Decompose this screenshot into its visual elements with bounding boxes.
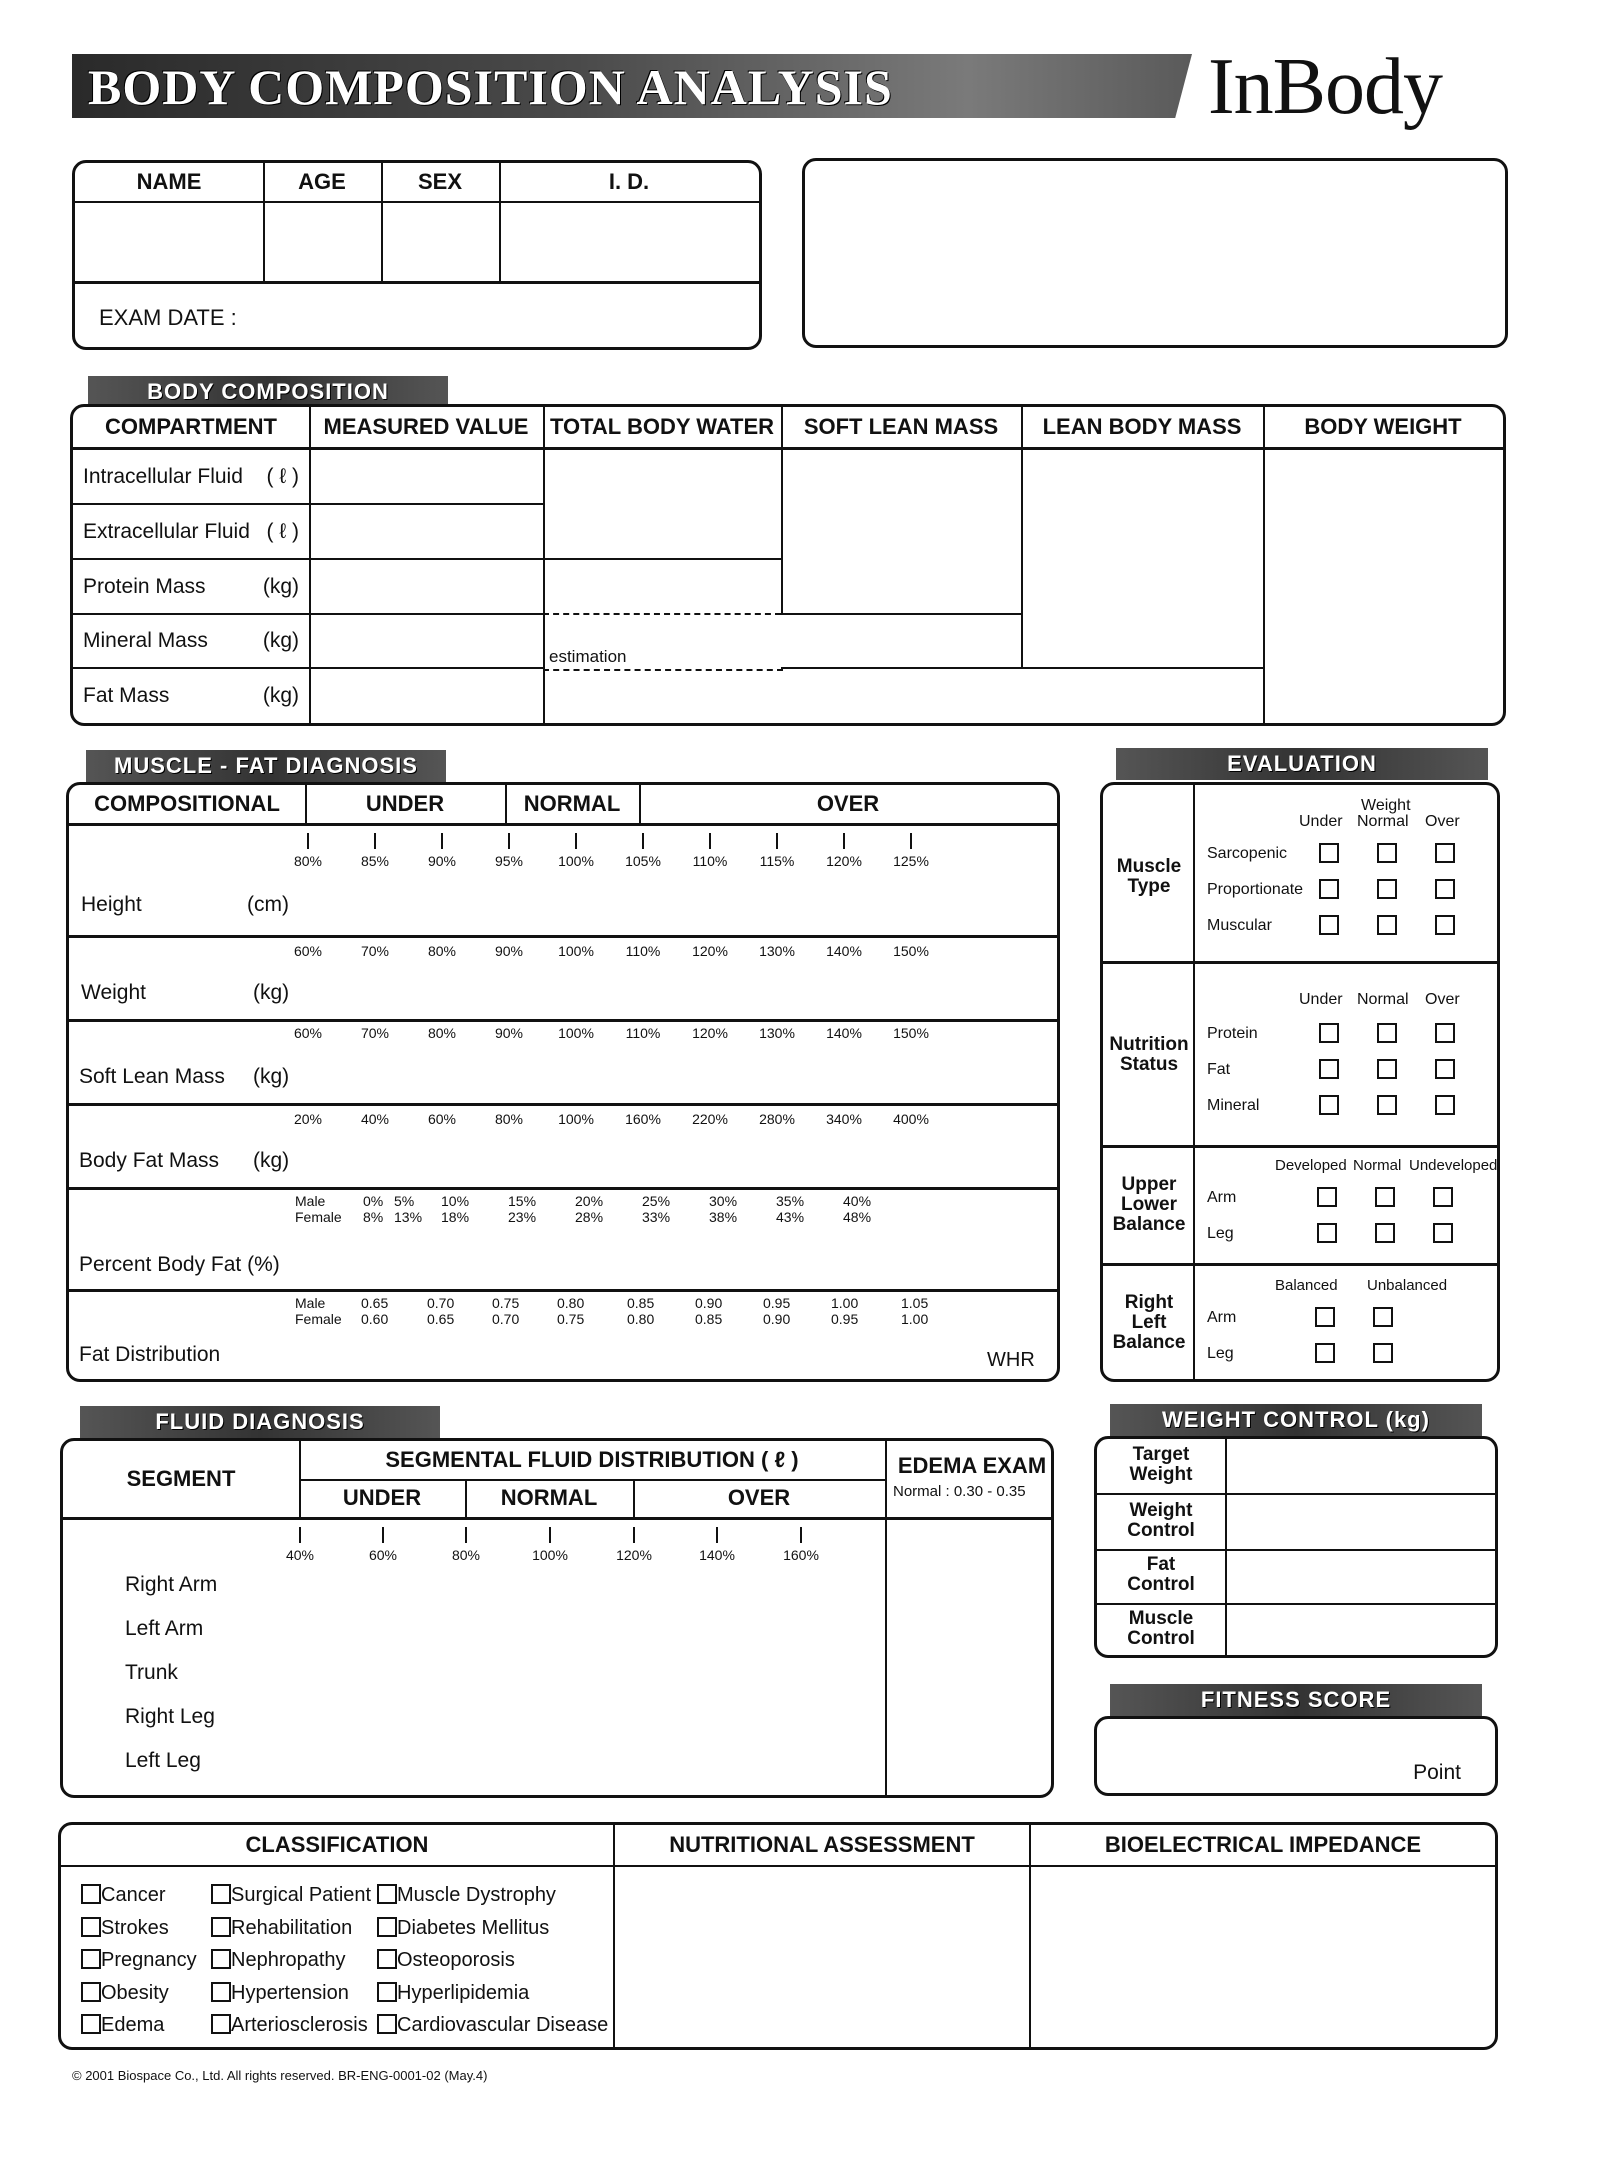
height-scale: 80% 85% 90% 95% 100% 105% 110% 115% 120% 125% xyxy=(293,853,929,869)
row-extracellular-fluid: Extracellular Fluid ( ℓ ) xyxy=(83,519,299,543)
weight-scale: 60% 70% 80% 90% 100% 110% 120% 130% 140% 150% xyxy=(293,943,929,959)
sarcopenic-over-checkbox[interactable] xyxy=(1435,843,1455,863)
distribution-header: SEGMENTAL FLUID DISTRIBUTION ( ℓ ) xyxy=(385,1447,799,1472)
muscle-type-label: Muscle Type xyxy=(1116,856,1182,897)
checkbox-icon[interactable] xyxy=(81,1917,101,1937)
sarcopenic-under-checkbox[interactable] xyxy=(1319,843,1339,863)
range-over: OVER xyxy=(727,1485,791,1510)
osteoporosis-option[interactable]: Osteoporosis xyxy=(377,1944,608,1977)
col-normal: NORMAL xyxy=(523,791,621,816)
rl-arm-unbalanced-checkbox[interactable] xyxy=(1373,1307,1393,1327)
checkbox-icon[interactable] xyxy=(81,2014,101,2034)
weight-control-field[interactable] xyxy=(1229,1497,1491,1547)
upper-lower-balance-label: Upper Lower Balance xyxy=(1112,1174,1186,1235)
pbf-scale: Male Female 0% 5% 10% 15% 20% 25% 30% 35% 40% 8% 13% 18% 23% 28% 33% 38% 43% 48% xyxy=(295,1193,872,1225)
mineral-over-checkbox[interactable] xyxy=(1435,1095,1455,1115)
fat-normal-checkbox[interactable] xyxy=(1377,1059,1397,1079)
arteriosclerosis-option[interactable]: Arteriosclerosis xyxy=(211,2009,371,2042)
nutrition-status-label: Nutrition Status xyxy=(1109,1034,1189,1075)
segment-right-arm: Right Arm xyxy=(125,1573,218,1596)
proportionate-under-checkbox[interactable] xyxy=(1319,879,1339,899)
weight-control-table xyxy=(1094,1436,1498,1658)
obesity-option[interactable]: Obesity xyxy=(81,1977,197,2010)
muscular-normal-checkbox[interactable] xyxy=(1377,915,1397,935)
brand-logo: InBody xyxy=(1208,43,1442,131)
id-header: I. D. xyxy=(608,169,650,194)
checkbox-icon[interactable] xyxy=(211,1982,231,2002)
upper-arm-developed-checkbox[interactable] xyxy=(1317,1187,1337,1207)
classification-header: CLASSIFICATION xyxy=(245,1832,429,1857)
mineral-normal-checkbox[interactable] xyxy=(1377,1095,1397,1115)
copyright-footer: © 2001 Biospace Co., Ltd. All rights reserved. BR-ENG-0001-02 (May.4) xyxy=(72,2068,488,2083)
range-under: UNDER xyxy=(342,1485,422,1510)
target-weight-label: Target Weight xyxy=(1129,1444,1193,1485)
whr-label: WHR xyxy=(987,1349,1035,1371)
weight-control-label: Weight Control xyxy=(1127,1500,1195,1541)
lower-leg-developed-checkbox[interactable] xyxy=(1317,1223,1337,1243)
checkbox-icon[interactable] xyxy=(377,1949,397,1969)
lower-leg-undeveloped-checkbox[interactable] xyxy=(1433,1223,1453,1243)
rl-leg-unbalanced-checkbox[interactable] xyxy=(1373,1343,1393,1363)
upper-arm-undeveloped-checkbox[interactable] xyxy=(1433,1187,1453,1207)
row-intracellular-fluid: Intracellular Fluid ( ℓ ) xyxy=(83,464,299,488)
col-body-weight: BODY WEIGHT xyxy=(1304,414,1462,439)
target-weight-field[interactable] xyxy=(1229,1441,1491,1491)
fitness-point-unit: Point xyxy=(1413,1761,1461,1784)
slm-label: Soft Lean Mass xyxy=(79,1065,225,1088)
muscle-control-field[interactable] xyxy=(1229,1607,1491,1653)
exam-date-field[interactable] xyxy=(245,293,745,339)
body-composition-title: BODY COMPOSITION xyxy=(88,376,448,408)
weight-control-title: WEIGHT CONTROL (kg) xyxy=(1110,1404,1482,1436)
fat-over-checkbox[interactable] xyxy=(1435,1059,1455,1079)
sex-header: SEX xyxy=(417,169,463,194)
col-measured-value: MEASURED VALUE xyxy=(323,414,529,439)
muscle-dystrophy-option[interactable]: Muscle Dystrophy xyxy=(377,1879,608,1912)
col-compartment: COMPARTMENT xyxy=(105,414,277,439)
edema-normal-range: Normal : 0.30 - 0.35 xyxy=(893,1483,1026,1500)
segment-right-leg: Right Leg xyxy=(125,1705,215,1728)
col-over: OVER xyxy=(816,791,880,816)
col-under: UNDER xyxy=(365,791,445,816)
range-normal: NORMAL xyxy=(500,1485,598,1510)
cardiovascular-disease-option[interactable]: Cardiovascular Disease xyxy=(377,2009,608,2042)
patient-info-box xyxy=(72,160,762,350)
mineral-under-checkbox[interactable] xyxy=(1319,1095,1339,1115)
cancer-option[interactable]: Cancer xyxy=(81,1879,197,1912)
age-header: AGE xyxy=(298,169,346,194)
checkbox-icon[interactable] xyxy=(211,1949,231,1969)
surgical-patient-option[interactable]: Surgical Patient xyxy=(211,1879,371,1912)
classification-col-3 xyxy=(377,1879,608,2042)
slm-scale: 60% 70% 80% 90% 100% 110% 120% 130% 140% 150% xyxy=(293,1025,929,1041)
slm-unit: (kg) xyxy=(253,1065,290,1088)
fitness-score-title: FITNESS SCORE xyxy=(1110,1684,1482,1716)
nutritional-assessment-area[interactable] xyxy=(617,1869,1027,2045)
weight-group-label: Weight xyxy=(1361,797,1411,814)
row-fat-mass: Fat Mass (kg) xyxy=(83,684,299,707)
evaluation-panel: Muscle Type Weight Under Normal Over Sarcopenic Proportionate Muscular Nutrition Status Under Normal Over Protein Fat Mineral Upper Lower Balance Developed Normal Undeveloped Arm Leg Right Left Balance Balanced Unbalanced Arm Leg xyxy=(1100,782,1500,1382)
sex-field[interactable] xyxy=(383,203,497,279)
checkbox-icon[interactable] xyxy=(211,1917,231,1937)
muscle-fat-table xyxy=(66,782,1060,1382)
muscle-fat-title: MUSCLE - FAT DIAGNOSIS xyxy=(86,750,446,782)
bioelectrical-impedance-header: BIOELECTRICAL IMPEDANCE xyxy=(1104,1832,1422,1857)
checkbox-icon[interactable] xyxy=(377,1917,397,1937)
segment-header: SEGMENT xyxy=(126,1466,236,1491)
rehabilitation-option[interactable]: Rehabilitation xyxy=(211,1912,371,1945)
notes-box[interactable] xyxy=(802,158,1508,348)
col-lean-body-mass: LEAN BODY MASS xyxy=(1042,414,1242,439)
fat-control-field[interactable] xyxy=(1229,1553,1491,1601)
muscle-control-label: Muscle Control xyxy=(1127,1608,1195,1649)
checkbox-icon[interactable] xyxy=(81,1949,101,1969)
col-compositional: COMPOSITIONAL xyxy=(94,791,280,816)
evaluation-title: EVALUATION xyxy=(1116,748,1488,780)
segment-left-leg: Left Leg xyxy=(125,1749,201,1772)
whr-scale: Male Female 0.65 0.70 0.75 0.80 0.85 0.90 0.95 1.00 1.05 0.60 0.65 0.70 0.75 0.80 0.85 0.90 0.95 1.00 xyxy=(295,1295,929,1327)
row-protein-mass: Protein Mass (kg) xyxy=(83,574,299,598)
hypertension-option[interactable]: Hypertension xyxy=(211,1977,371,2010)
fat-under-checkbox[interactable] xyxy=(1319,1059,1339,1079)
fluid-diagnosis-title: FLUID DIAGNOSIS xyxy=(80,1406,440,1438)
sarcopenic-normal-checkbox[interactable] xyxy=(1377,843,1397,863)
height-label: Height xyxy=(81,893,142,916)
proportionate-over-checkbox[interactable] xyxy=(1435,879,1455,899)
protein-under-checkbox[interactable] xyxy=(1319,1023,1339,1043)
fitness-score-box[interactable] xyxy=(1094,1716,1498,1796)
checkbox-icon[interactable] xyxy=(377,1982,397,2002)
fat-distribution-label: Fat Distribution xyxy=(79,1343,221,1366)
bfm-scale: 20% 40% 60% 80% 100% 160% 220% 280% 340% 400% xyxy=(293,1111,929,1127)
body-composition-table xyxy=(70,404,1506,726)
nephropathy-option[interactable]: Nephropathy xyxy=(211,1944,371,1977)
nutritional-assessment-header: NUTRITIONAL ASSESSMENT xyxy=(669,1832,975,1857)
classification-col-2 xyxy=(211,1879,371,2042)
fluid-diagnosis-table xyxy=(60,1438,1054,1798)
edema-option[interactable]: Edema xyxy=(81,2009,197,2042)
checkbox-icon[interactable] xyxy=(377,1884,397,1904)
segment-left-arm: Left Arm xyxy=(125,1617,204,1640)
bfm-unit: (kg) xyxy=(253,1149,290,1172)
muscular-over-checkbox[interactable] xyxy=(1435,915,1455,935)
id-field[interactable] xyxy=(501,203,757,279)
name-field[interactable] xyxy=(77,203,261,279)
bottom-panel xyxy=(58,1822,1498,2050)
name-header: NAME xyxy=(136,169,202,194)
checkbox-icon[interactable] xyxy=(211,1884,231,1904)
weight-label: Weight xyxy=(81,981,146,1004)
pregnancy-option[interactable]: Pregnancy xyxy=(81,1944,197,1977)
age-field[interactable] xyxy=(265,203,379,279)
protein-normal-checkbox[interactable] xyxy=(1377,1023,1397,1043)
fluid-scale: 40% 60% 80% 100% 120% 140% 160% xyxy=(285,1547,819,1563)
muscular-under-checkbox[interactable] xyxy=(1319,915,1339,935)
edema-exam-header: EDEMA EXAM xyxy=(897,1453,1047,1478)
page-title: BODY COMPOSITION ANALYSIS xyxy=(88,59,893,115)
exam-date-label: EXAM DATE : xyxy=(99,305,237,330)
rl-leg-balanced-checkbox[interactable] xyxy=(1315,1343,1335,1363)
proportionate-normal-checkbox[interactable] xyxy=(1377,879,1397,899)
pbf-label: Percent Body Fat (%) xyxy=(79,1253,280,1276)
checkbox-icon[interactable] xyxy=(377,2014,397,2034)
bfm-label: Body Fat Mass xyxy=(79,1149,220,1172)
hyperlipidemia-option[interactable]: Hyperlipidemia xyxy=(377,1977,608,2010)
checkbox-icon[interactable] xyxy=(211,2014,231,2034)
row-mineral-mass: Mineral Mass (kg) xyxy=(83,629,299,652)
segment-trunk: Trunk xyxy=(125,1661,178,1684)
diabetes-mellitus-option[interactable]: Diabetes Mellitus xyxy=(377,1912,608,1945)
col-soft-lean-mass: SOFT LEAN MASS xyxy=(803,414,999,439)
checkbox-icon[interactable] xyxy=(81,1982,101,2002)
strokes-option[interactable]: Strokes xyxy=(81,1912,197,1945)
right-left-balance-label: Right Left Balance xyxy=(1112,1292,1186,1353)
fat-control-label: Fat Control xyxy=(1127,1554,1195,1595)
upper-arm-normal-checkbox[interactable] xyxy=(1375,1187,1395,1207)
estimation-note: estimation xyxy=(549,647,627,666)
checkbox-icon[interactable] xyxy=(81,1884,101,1904)
classification-col-1 xyxy=(81,1879,197,2042)
protein-over-checkbox[interactable] xyxy=(1435,1023,1455,1043)
bioelectrical-impedance-area[interactable] xyxy=(1033,1869,1493,2045)
weight-unit: (kg) xyxy=(253,981,290,1004)
col-total-body-water: TOTAL BODY WATER xyxy=(549,414,775,439)
height-unit: (cm) xyxy=(247,893,289,916)
rl-arm-balanced-checkbox[interactable] xyxy=(1315,1307,1335,1327)
lower-leg-normal-checkbox[interactable] xyxy=(1375,1223,1395,1243)
